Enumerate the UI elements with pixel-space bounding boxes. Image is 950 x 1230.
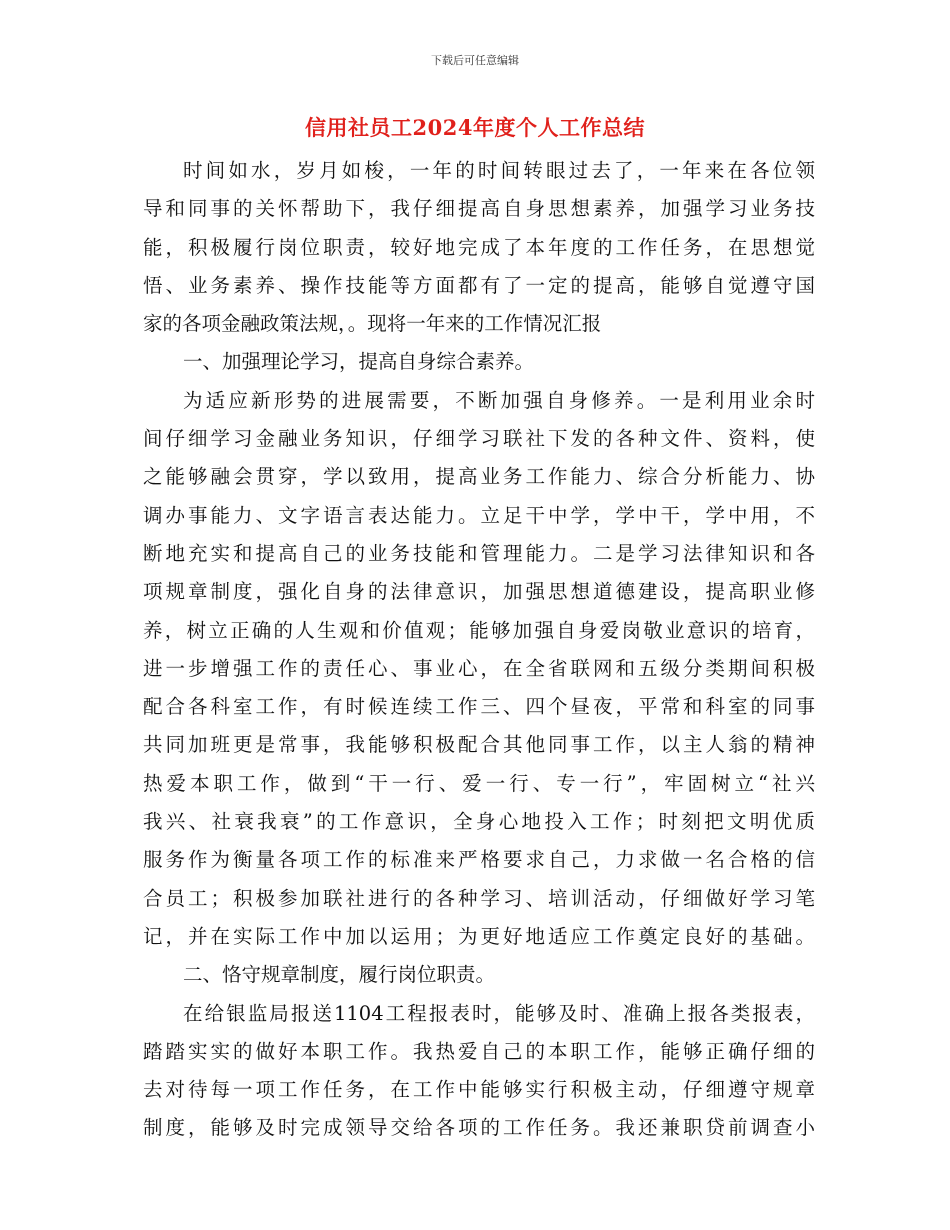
body-line: 之能够融会贯穿，学以致用，提高业务工作能力、综合分析能力、协 <box>143 465 815 489</box>
body-line: 导和同事的关怀帮助下，我仔细提高自身思想素养，加强学习业务技 <box>143 197 815 221</box>
body-line: 断地充实和提高自己的业务技能和管理能力。二是学习法律知识和各 <box>143 541 815 565</box>
body-line: 在给银监局报送1104工程报表时，能够及时、准确上报各类报表， <box>183 1001 815 1025</box>
body-line: 配合各科室工作，有时候连续工作三、四个昼夜，平常和科室的同事 <box>143 695 815 719</box>
body-line: 项规章制度，强化自身的法律意识，加强思想道德建设，提高职业修 <box>143 580 815 604</box>
body-line: 为适应新形势的进展需要，不断加强自身修养。一是利用业余时 <box>183 388 815 412</box>
body-line: 悟、业务素养、操作技能等方面都有了一定的提高，能够自觉遵守国 <box>143 273 815 297</box>
body-line: 调办事能力、文字语言表达能力。立足干中学，学中干，学中用，不 <box>143 503 815 527</box>
document-body <box>143 152 815 1148</box>
body-line: 踏踏实实的做好本职工作。我热爱自己的本职工作，能够正确仔细的 <box>143 1039 815 1063</box>
body-line: 去对待每一项工作任务，在工作中能够实行积极主动，仔细遵守规章 <box>143 1078 815 1102</box>
body-line: 服务作为衡量各项工作的标准来严格要求自己，力求做一名合格的信 <box>143 848 815 872</box>
body-line: 我兴、社衰我衰”的工作意识，全身心地投入工作；时刻把文明优质 <box>143 810 815 834</box>
body-line: 间仔细学习金融业务知识，仔细学习联社下发的各种文件、资料，使 <box>143 427 815 451</box>
body-line: 养，树立正确的人生观和价值观；能够加强自身爱岗敬业意识的培育， <box>143 618 815 642</box>
document-title: 信用社员工2024年度个人工作总结 <box>305 115 645 140</box>
body-line: 家的各项金融政策法规，。现将一年来的工作情况汇报 <box>143 312 602 336</box>
body-line: 制度，能够及时完成领导交给各项的工作任务。我还兼职贷前调查小 <box>143 1116 815 1140</box>
page-header-note: 下载后可任意编辑 <box>431 54 519 67</box>
body-line: 时间如水，岁月如梭，一年的时间转眼过去了，一年来在各位领 <box>183 159 815 182</box>
body-line: 共同加班更是常事，我能够积极配合其他同事工作，以主人翁的精神 <box>143 733 815 757</box>
body-line: 一、加强理论学习，提高自身综合素养。 <box>183 350 535 374</box>
body-line: 合员工；积极参加联社进行的各种学习、培训活动，仔细做好学习笔 <box>143 886 815 910</box>
body-line: 进一步增强工作的责任心、事业心，在全省联网和五级分类期间积极 <box>143 656 815 680</box>
body-line: 记，并在实际工作中加以运用；为更好地适应工作奠定良好的基础。 <box>143 924 815 948</box>
body-line: 能，积极履行岗位职责，较好地完成了本年度的工作任务，在思想觉 <box>143 235 815 259</box>
body-line: 二、恪守规章制度，履行岗位职责。 <box>183 963 496 987</box>
body-line: 热爱本职工作，做到“干一行、爱一行、专一行”，牢固树立“社兴 <box>143 771 815 795</box>
